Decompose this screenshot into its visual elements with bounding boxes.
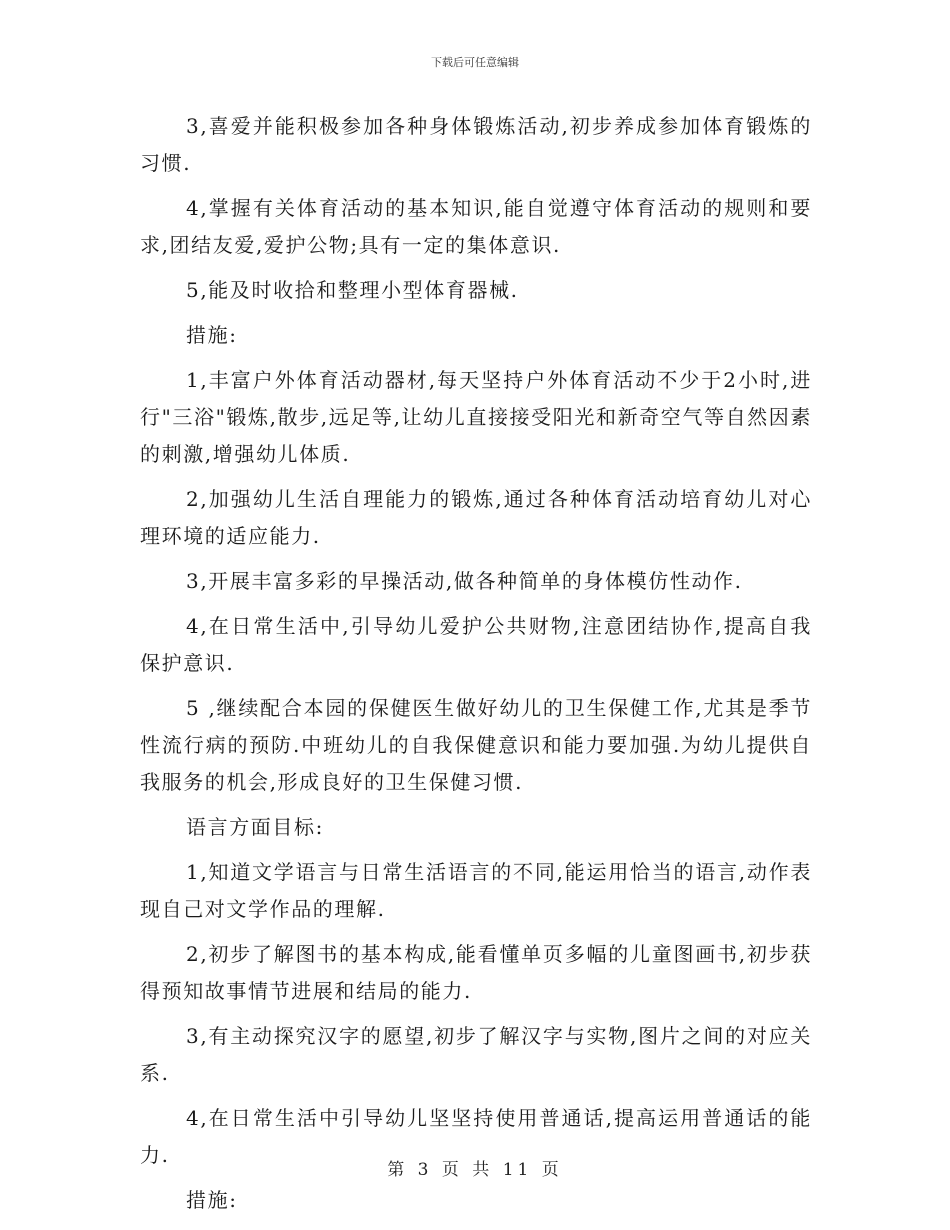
paragraph: 2,加强幼儿生活自理能力的锻炼,通过各种体育活动培育幼儿对心理环境的适应能力. bbox=[140, 487, 812, 548]
paragraph: 5 ,继续配合本园的保健医生做好幼儿的卫生保健工作,尤其是季节性流行病的预防.中班幼儿的自我保健意识和能力要加强.为幼儿提供自我服务的机会,形成良好的卫生保健习惯. bbox=[140, 696, 812, 794]
paragraph: 5,能及时收拾和整理小型体育器械. bbox=[186, 278, 519, 302]
page-number-footer: 第 3 页 共 11 页 bbox=[387, 1160, 563, 1180]
paragraph: 3,有主动探究汉字的愿望,初步了解汉字与实物,图片之间的对应关系. bbox=[140, 1024, 812, 1085]
paragraph: 4,在日常生活中,引导幼儿爱护公共财物,注意团结协作,提高自我保护意识. bbox=[140, 614, 812, 675]
section-heading: 语言方面目标: bbox=[186, 815, 324, 839]
paragraph: 1,知道文学语言与日常生活语言的不同,能运用恰当的语言,动作表现自己对文学作品的理解. bbox=[140, 860, 812, 921]
section-heading: 措施: bbox=[186, 1188, 238, 1212]
paragraph: 3,开展丰富多彩的早操活动,做各种简单的身体模仿性动作. bbox=[186, 569, 743, 593]
paragraph: 3,喜爱并能积极参加各种身体锻炼活动,初步养成参加体育锻炼的习惯. bbox=[140, 114, 812, 175]
paragraph: 2,初步了解图书的基本构成,能看懂单页多幅的儿童图画书,初步获得预知故事情节进展和结局的能力. bbox=[140, 942, 812, 1003]
paragraph: 1,丰富户外体育活动器材,每天坚持户外体育活动不少于2小时,进行"三浴"锻炼,散步,远足等,让幼儿直接接受阳光和新奇空气等自然因素的刺激,增强幼儿体质. bbox=[140, 368, 812, 466]
paragraph: 4,掌握有关体育活动的基本知识,能自觉遵守体育活动的规则和要求,团结友爱,爱护公物;具有一定的集体意识. bbox=[140, 196, 812, 257]
paragraph: 4,在日常生活中引导幼儿坚坚持使用普通话,提高运用普通话的能力. bbox=[140, 1106, 812, 1167]
page-header: 下载后可任意编辑 bbox=[431, 56, 519, 69]
document-body bbox=[140, 108, 812, 1227]
section-heading: 措施: bbox=[186, 323, 238, 347]
